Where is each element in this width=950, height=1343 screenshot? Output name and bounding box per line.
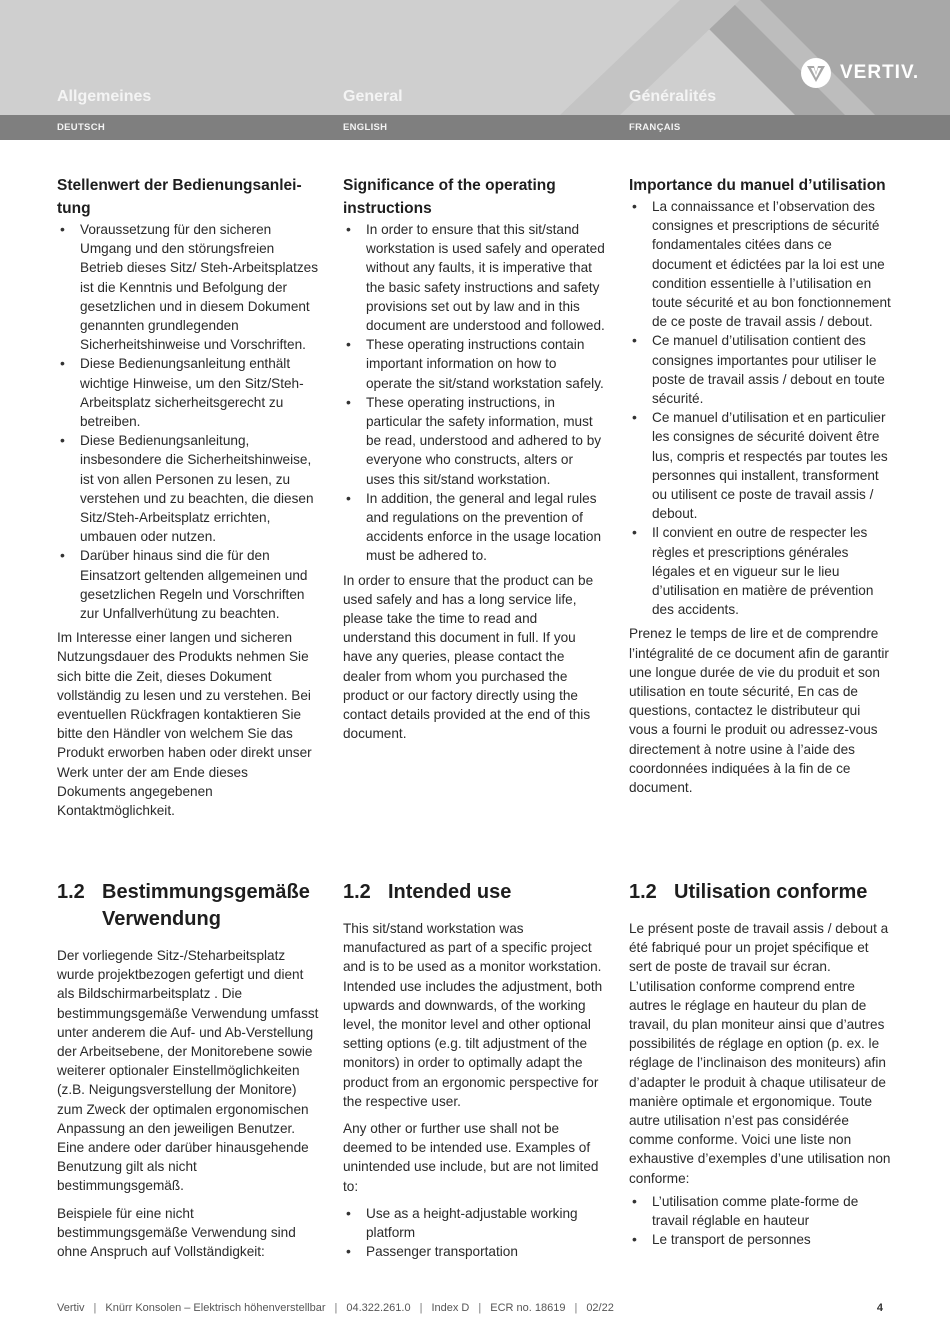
page-header	[0, 0, 950, 140]
significance-title-fr: Importance du manuel d’utilisation	[629, 177, 886, 194]
list-item: • In addition, the general and legal rules and regulations on the prevention of accidents enforce in the usage location must be adhered to.	[343, 489, 605, 566]
list-item: • Ce manuel d’utilisation et en particulier les consignes de sécurité doivent être lus, compris et respectés par toutes les personnes qui installent, transforment ou utilisent ce poste de travail assis / debout.	[629, 408, 891, 523]
page-number: 4	[876, 1302, 883, 1314]
section-number: 1.2	[629, 881, 657, 903]
page-footer	[57, 1302, 883, 1314]
section-bullets-en	[343, 1204, 605, 1262]
header-language-en: ENGLISH	[343, 122, 388, 133]
list-item: • Diese Bedienungsanleitung, insbesondere die Sicherheitshinweise, ist von allen Personen zu lesen, zu verstehen und zu beachten, die diesen Sitz/Steh-Arbeitsplatz errichten, umbauen oder nutzen.	[57, 431, 319, 546]
list-item: • Darüber hinaus sind die für den Einsatzort geltenden allgemeinen und gesetzlichen Regeln und Vorschriften zur Unfallverhütung zu beachten.	[57, 546, 319, 623]
section-paragraph: This sit/stand workstation was manufactured as part of a specific project and is to be used as a monitor workstation. Intended use includes the adjustment, both upwards and downwards, of the working level, the monitor level and other optional setting options (e.g. tilt adjustment of the monitors) in order to optimally adapt the product from an ergonomic perspective for the respective user.	[343, 921, 603, 1109]
list-item: • These operating instructions contain important information on how to operate the sit/stand workstation safely.	[343, 335, 605, 393]
header-band	[0, 115, 950, 140]
intended-use-section-en	[343, 879, 605, 1261]
section-title: Utilisation conforme	[674, 881, 868, 903]
vertiv-logo-icon	[800, 57, 832, 89]
section-paragraph: Le présent poste de travail assis / debout a été fabriqué pour un projet spécifique et sert de poste de travail sur écran. L’utilisation conforme comprend entre autres le réglage en hauteur du plan de travail, du plan moniteur ainsi que d’autres possibilités de réglage en option (p. ex. le réglage de l’inclinaison des moniteurs) afin d’adapter le produit à chaque utilisateur de manière optimale et ergonomique. Toute autre utilisation n’est pas considérée comme conforme. Voici une liste non exhaustive d’exemples d’une utilisation non conforme:	[629, 921, 891, 1186]
header-title-de: Allgemeines	[57, 88, 152, 105]
header-title-fr: Généralités	[629, 88, 717, 105]
list-item: • These operating instructions, in particular the safety information, must be read, understood and adhered to by everyone who constructs, alters or uses this sit/stand workstation.	[343, 393, 605, 489]
significance-title-en: Significance of the operating instructions	[343, 177, 556, 217]
list-item: • Il convient en outre de respecter les règles et prescriptions générales légales et en vigueur sur le lieu d’utilisation en matière de prévention des accidents.	[629, 523, 891, 619]
footer-company: Vertiv	[57, 1302, 85, 1314]
footer-meta: Vertiv | Knürr Konsolen – Elektrisch höhenverstellbar | 04.322.261.0 | Index D | ECR no. 18619 | 02/22	[57, 1302, 614, 1314]
header-language-de: DEUTSCH	[57, 122, 106, 133]
section-title: Intended use	[388, 881, 512, 903]
list-item: • La connaissance et l’observation des consignes et prescriptions de sécurité fondamentales citées dans ce document et édictées par la loi est une condition essentielle à l’utilisation en toute sécurité et au bon fonctionnement de ce poste de travail assis / debout.	[629, 197, 891, 331]
section-heading-de	[57, 879, 319, 933]
list-item: • Ce manuel d’utilisation contient des consignes importantes pour utiliser le poste de travail assis / debout en toute sécurité.	[629, 331, 891, 408]
list-item: • Use as a height-adjustable working platform	[343, 1204, 605, 1242]
significance-title-de: Stellenwert der Bedienungsanlei-tung	[57, 177, 302, 217]
section-paragraph: Beispiele für eine nicht bestimmungsgemäße Verwendung sind ohne Anspruch auf Vollständigkeit:	[57, 1205, 296, 1260]
significance-bullets-de	[57, 220, 319, 623]
significance-bullets-fr	[629, 197, 891, 619]
list-item: • L’utilisation comme plate-forme de travail réglable en hauteur	[629, 1192, 891, 1230]
footer-ecr: ECR no. 18619	[490, 1302, 566, 1314]
footer-product: Knürr Konsolen – Elektrisch höhenverstellbar	[105, 1302, 326, 1314]
significance-column-de	[57, 174, 319, 820]
significance-column-fr	[629, 174, 891, 797]
vertiv-logo	[800, 56, 919, 90]
section-paragraph: Any other or further use shall not be deemed to be intended use. Examples of unintended use include, but are not limited to:	[343, 1121, 599, 1194]
vertiv-logo-text: VERTIV.	[840, 62, 920, 83]
intended-use-section-fr	[629, 879, 891, 1249]
section-title: Bestimmungsgemäße Verwendung	[102, 881, 310, 930]
section-number: 1.2	[343, 881, 371, 903]
significance-paragraph-de: Im Interesse einer langen und sicheren Nutzungsdauer des Produkts nehmen Sie sich bitte die Zeit, dieses Dokument vollständig zu lesen und zu verstehen. Bei eventuellen Rückfragen kontaktieren Sie bitte den Händler von welchem Sie das Produkt erworben haben oder direkt unser Werk unter der am Ende dieses Dokuments angegebenen Kontaktmöglichkeit.	[57, 630, 312, 819]
list-item: • Diese Bedienungsanleitung enthält wichtige Hinweise, um den Sitz/Steh-Arbeitsplatz sicherheitsgerecht zu betreiben.	[57, 354, 319, 431]
footer-date: 02/22	[586, 1302, 614, 1314]
list-item: • Voraussetzung für den sicheren Umgang und den störungsfreien Betrieb dieses Sitz/ Steh-Arbeitsplatzes ist die Kenntnis und Befolgung der gesetzlichen und in diesem Dokument genannten grundlegenden Sicherheitshinweise und Vorschriften.	[57, 220, 319, 354]
significance-paragraph-fr: Prenez le temps de lire et de comprendre l’intégralité de ce document afin de garantir une longue durée de vie du produit et son utilisation en toute sécurité, En cas de questions, contactez le distributeur qui vous a fourni le produit ou adressez-vous directement à notre usine à l’aide des coordonnées indiquées à la fin de ce document.	[629, 626, 889, 796]
significance-column-en	[343, 174, 605, 743]
intended-use-section-de	[57, 879, 319, 1269]
header-title-en: General	[343, 88, 403, 105]
list-item: • Le transport de personnes	[629, 1230, 891, 1249]
significance-bullets-en	[343, 220, 605, 566]
footer-index: Index D	[431, 1302, 470, 1314]
list-item: • Passenger transportation	[343, 1242, 605, 1261]
significance-paragraph-en: In order to ensure that the product can be used safely and has a long service life, please take the time to read and understand this document in full. If you have any queries, please contact the dealer from whom you purchased the product or our factory directly using the contact details provided at the end of this document.	[343, 572, 594, 742]
section-number: 1.2	[57, 881, 85, 903]
list-item: • In order to ensure that this sit/stand workstation is used safely and operated without any faults, it is imperative that the basic safety instructions and safety provisions set out by law and in this document are understood and followed.	[343, 220, 605, 335]
section-bullets-fr	[629, 1192, 891, 1250]
header-language-fr: FRANÇAIS	[629, 122, 681, 133]
footer-doc-number: 04.322.261.0	[346, 1302, 411, 1314]
section-paragraph: Der vorliegende Sitz-/Steharbeitsplatz wurde projektbezogen gefertigt und dient als Bildschirmarbeitsplatz . Die bestimmungsgemäße Verwendung umfasst unter anderem die Auf- und Ab-Verstellung der Arbeitsebene, der Monitorebene sowie weiterer optionaler Einstellmöglichkeiten (z.B. Neigungsverstellung der Monitore) zum Zweck der optimalen ergonomischen Anpassung an den jeweiligen Benutzer. Eine andere oder darüber hinausgehende Benutzung gilt als nicht bestimmungsgemäß.	[57, 948, 319, 1194]
section-heading-fr	[629, 879, 891, 906]
section-heading-en	[343, 879, 605, 906]
